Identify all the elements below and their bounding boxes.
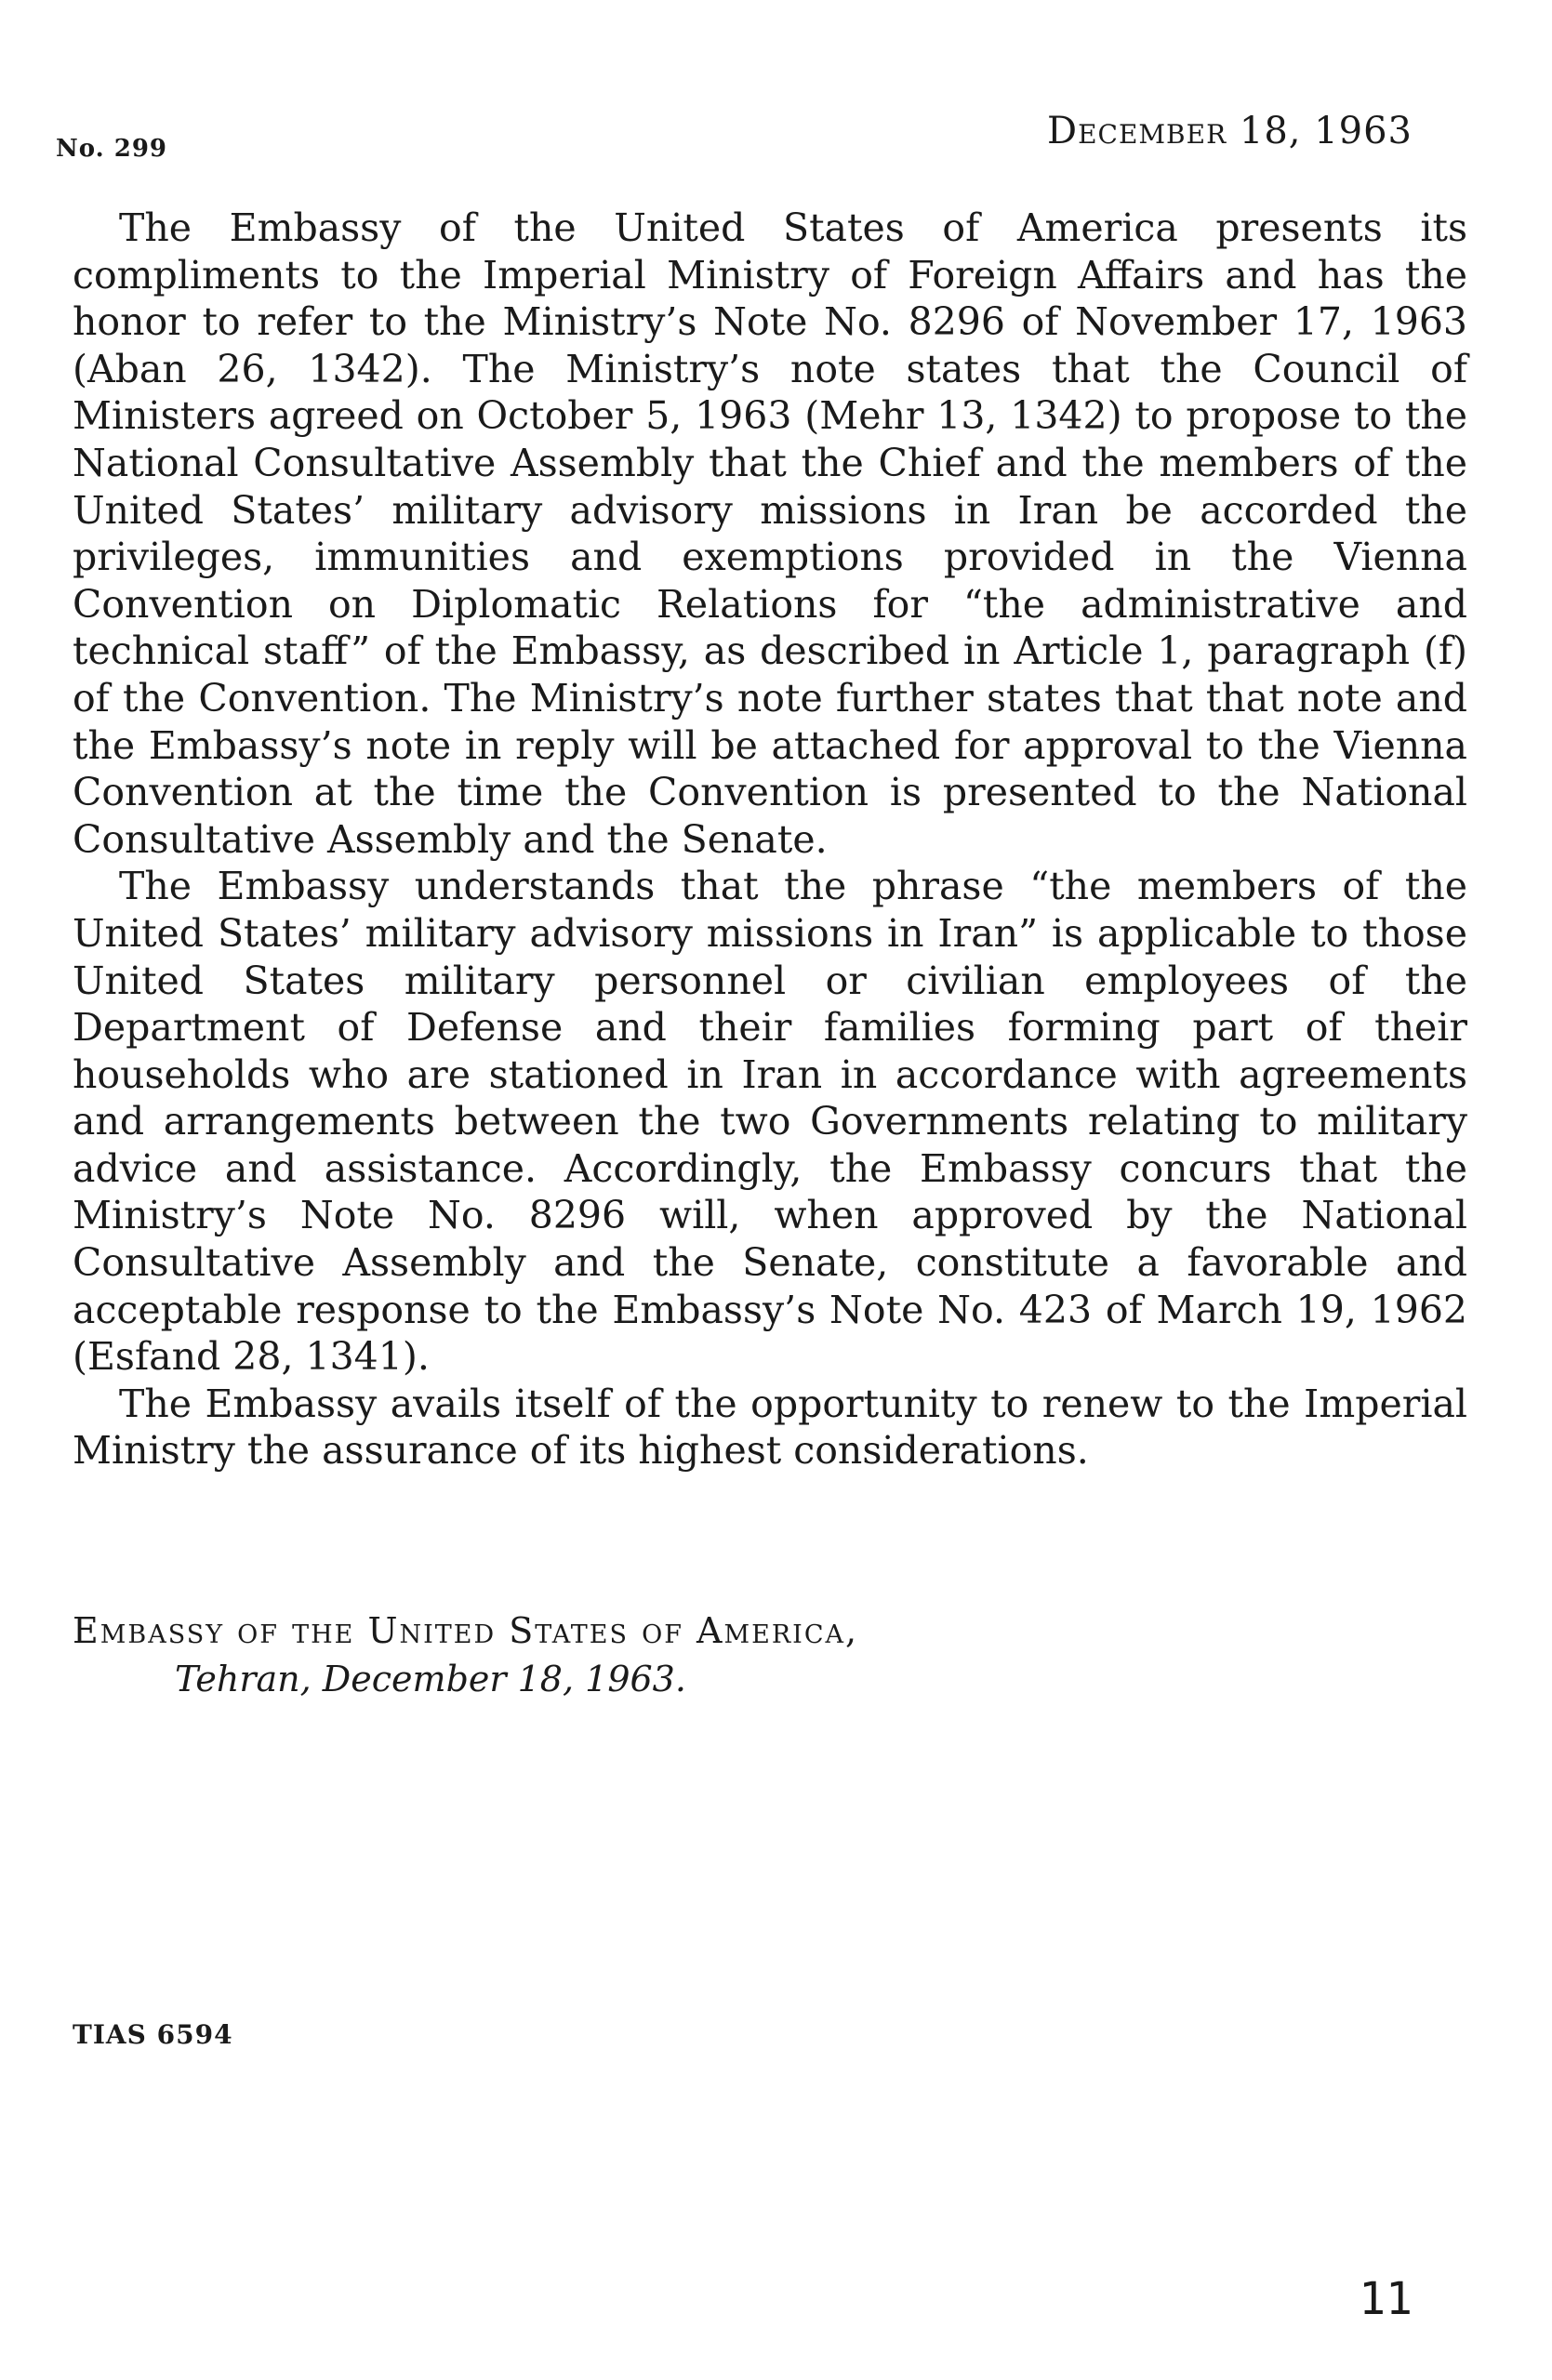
note-body (73, 205, 1467, 1474)
body-paragraph-2: The Embassy understands that the phrase “the members of the United States’ military advisory missions in Iran” is applicable to those United States military personnel or civilian employees of the Department of Defense and their families forming part of their households who are stationed in Iran in accordance with agreements and arrangements between the two Governments relating to military advice and assistance. Accordingly, the Embassy concurs that the Ministry’s Note No. 8296 will, when approved by the National Consultative Assembly and the Senate, constitute a favorable and acceptable response to the Embassy’s Note No. 423 of March 19, 1962 (Esfand 28, 1341). (73, 864, 1467, 1380)
signature-organization: Embassy of the United States of America, (73, 1610, 859, 1651)
tias-reference: TIAS 6594 (73, 2019, 233, 2050)
note-date-month: December (1047, 110, 1227, 152)
note-date (1047, 110, 1413, 152)
body-paragraph-3: The Embassy avails itself of the opportunity to renew to the Imperial Ministry the assurance of its highest considerations. (73, 1381, 1467, 1474)
note-date-rest: 18, 1963 (1227, 110, 1413, 152)
signature-block (73, 1606, 858, 1703)
signature-place-date: Tehran, December 18, 1963. (175, 1659, 686, 1699)
body-paragraph-1: The Embassy of the United States of America presents its compliments to the Imperial Ministry of Foreign Affairs and has the honor to refer to the Ministry’s Note No. 8296 of November 17, 1963 (Aban 26, 1342). The Ministry’s note states that the Council of Ministers agreed on October 5, 1963 (Mehr 13, 1342) to propose to the National Consultative Assembly that the Chief and the members of the United States’ military advisory missions in Iran be accorded the privileges, immunities and exemptions provided in the Vienna Convention on Diplomatic Relations for “the administrative and technical staff” of the Embassy, as described in Article 1, paragraph (f) of the Convention. The Ministry’s note further states that that note and the Embassy’s note in reply will be attached for approval to the Vienna Convention at the time the Convention is presented to the National Consultative Assembly and the Senate. (73, 205, 1467, 862)
note-number: No. 299 (56, 135, 168, 163)
page-number: 11 (1359, 2273, 1413, 2325)
